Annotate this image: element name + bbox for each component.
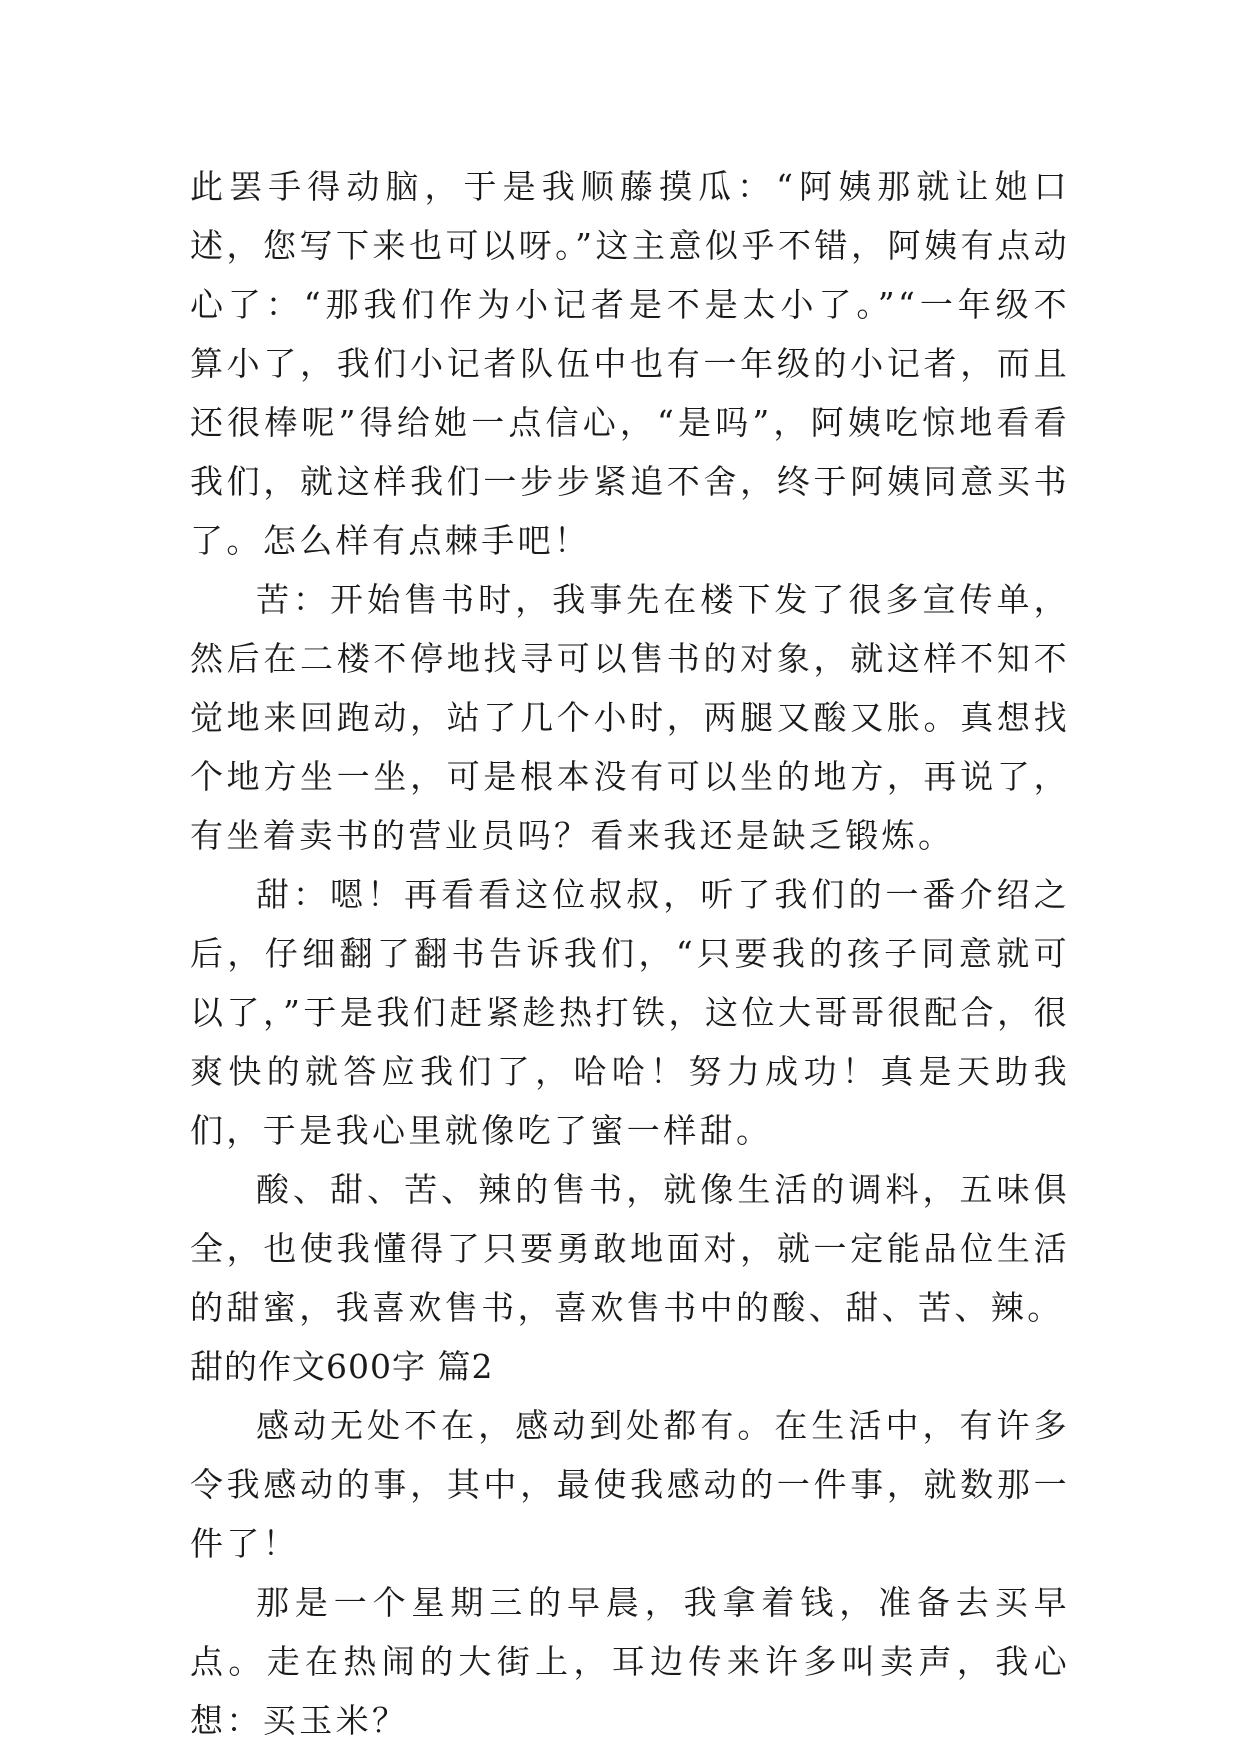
document-body [190,157,1070,1750]
paragraph-wednesday-morning: 那是一个星期三的早晨，我拿着钱，准备去买早点。走在热闹的大街上，耳边传来许多叫卖声，我心想：买玉米？ [190,1583,1070,1740]
paragraph-conclusion: 酸、甜、苦、辣的售书，就像生活的调料，五味俱全，也使我懂得了只要勇敢地面对，就一定能品位生活的甜蜜，我喜欢售书，喜欢售书中的酸、甜、苦、辣。 [190,1170,1070,1327]
paragraph-sweet: 甜：嗯！再看看这位叔叔，听了我们的一番介绍之后，仔细翻了翻书告诉我们，“只要我的孩子同意就可以了，”于是我们赶紧趁热打铁，这位大哥哥很配合，很爽快的就答应我们了，哈哈！努力成功！真是天助我们，于是我心里就像吃了蜜一样甜。 [190,875,1070,1150]
section-heading: 甜的作文600字 篇2 [190,1347,494,1386]
paragraph-touched-intro: 感动无处不在，感动到处都有。在生活中，有许多令我感动的事，其中，最使我感动的一件事，就数那一件了！ [190,1406,1070,1563]
paragraph-continuation: 此罢手得动脑，于是我顺藤摸瓜：“阿姨那就让她口述，您写下来也可以呀。”这主意似乎不错，阿姨有点动心了：“那我们作为小记者是不是太小了。”“一年级不算小了，我们小记者队伍中也有一年级的小记者，而且还很棒呢”得给她一点信心，“是吗”，阿姨吃惊地看看我们，就这样我们一步步紧追不舍，终于阿姨同意买书了。怎么样有点棘手吧！ [190,167,1070,560]
paragraph-bitter: 苦：开始售书时，我事先在楼下发了很多宣传单，然后在二楼不停地找寻可以售书的对象，就这样不知不觉地来回跑动，站了几个小时，两腿又酸又胀。真想找个地方坐一坐，可是根本没有可以坐的地方，再说了，有坐着卖书的营业员吗？看来我还是缺乏锻炼。 [190,580,1070,855]
